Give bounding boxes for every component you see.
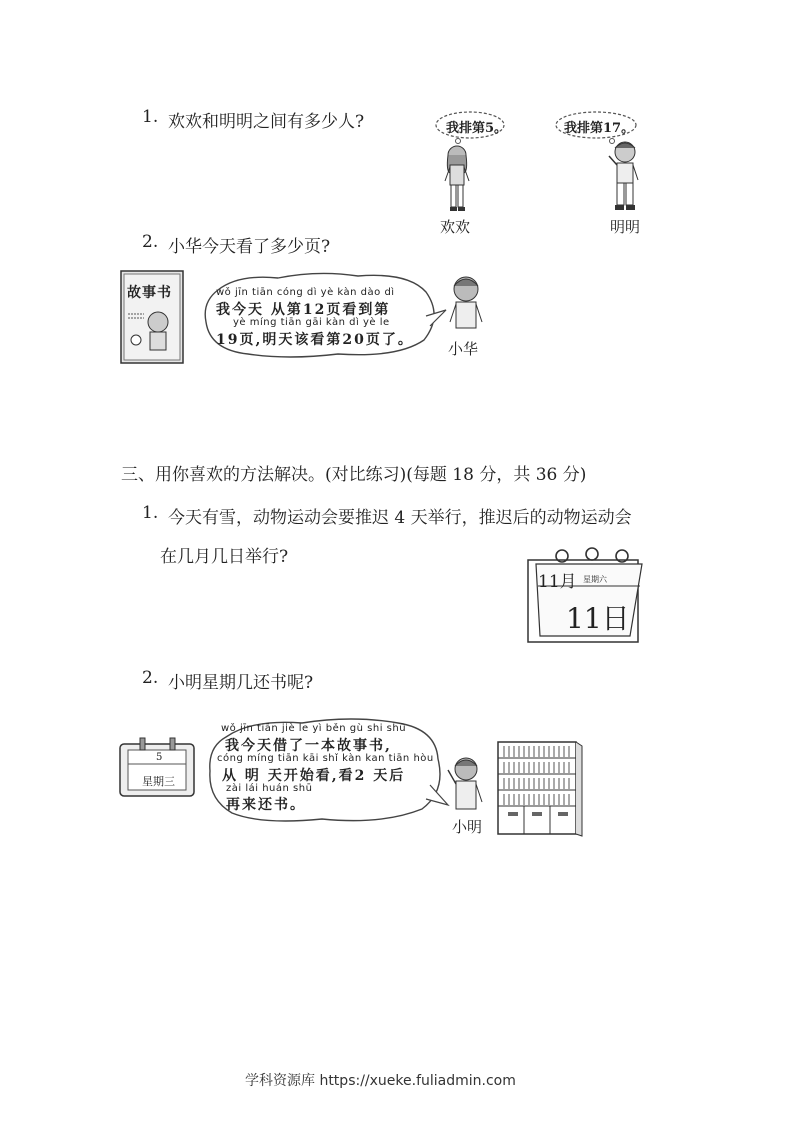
name-huanhuan: 欢欢	[440, 218, 471, 236]
footer-source: 学科资源库 https://xueke.fuliadmin.com	[245, 1073, 516, 1089]
name-xiaoming: 小明	[452, 818, 483, 836]
bubble2-pinyin-line3: zài lái huán shū	[226, 783, 313, 794]
bubble-right-text: 我排第17。	[564, 121, 635, 136]
bubble2-text-line2: 从 明 天开始看,看2 天后	[222, 768, 406, 784]
boy-xiaohua-illustration	[446, 274, 488, 336]
question-2-number: 2.	[142, 232, 159, 252]
book-title: 故事书	[127, 285, 172, 301]
name-xiaohua: 小华	[448, 340, 479, 358]
question-1-number: 1.	[142, 107, 159, 127]
bubble2-pinyin-line2: cóng míng tiān kāi shǐ kàn kan tiān hòu	[217, 753, 434, 764]
desk-calendar-weekday: 星期三	[142, 775, 175, 788]
question-4-text: 小明星期几还书呢?	[168, 673, 314, 693]
bubble-pinyin-line2: yè míng tiān gāi kàn dì yè le	[233, 317, 390, 328]
bubble-text-line2: 19页,明天该看第20页了。	[216, 332, 414, 348]
calendar-day: 11日	[566, 602, 630, 635]
question-3-text-line1: 今天有雪，动物运动会要推迟 4 天举行，推迟后的动物运动会	[168, 508, 632, 528]
calendar-month: 11月	[538, 572, 577, 592]
question-3-text-line2: 在几月几日举行?	[160, 547, 289, 567]
boy-xiaoming-illustration	[446, 756, 486, 816]
question-3-number: 1.	[142, 503, 159, 523]
calendar-weekday: 星期六	[583, 575, 607, 584]
bubble-text-line1: 我今天 从第12页看到第	[216, 302, 391, 318]
bubble-left-text: 我排第5。	[446, 121, 508, 136]
boy-mingming-illustration	[605, 138, 645, 216]
bookshelf-illustration	[496, 740, 584, 838]
bubble2-text-line3: 再来还书。	[226, 797, 306, 813]
girl-huanhuan-illustration	[440, 143, 474, 215]
question-2-text: 小华今天看了多少页?	[168, 237, 331, 257]
bubble-pinyin-line1: wǒ jīn tiān cóng dì yè kàn dào dì	[216, 287, 395, 298]
name-mingming: 明明	[610, 218, 641, 236]
section-3-heading: 三、用你喜欢的方法解决。(对比练习)(每题 18 分，共 36 分)	[121, 465, 587, 485]
question-1-text: 欢欢和明明之间有多少人?	[168, 112, 365, 132]
bubble2-text-line1: 我今天借了一本故事书,	[225, 738, 392, 754]
desk-calendar-day: 5	[156, 752, 163, 763]
bubble2-pinyin-line1: wǒ jīn tiān jiè le yì běn gù shi shū	[221, 723, 407, 734]
question-4-number: 2.	[142, 668, 159, 688]
